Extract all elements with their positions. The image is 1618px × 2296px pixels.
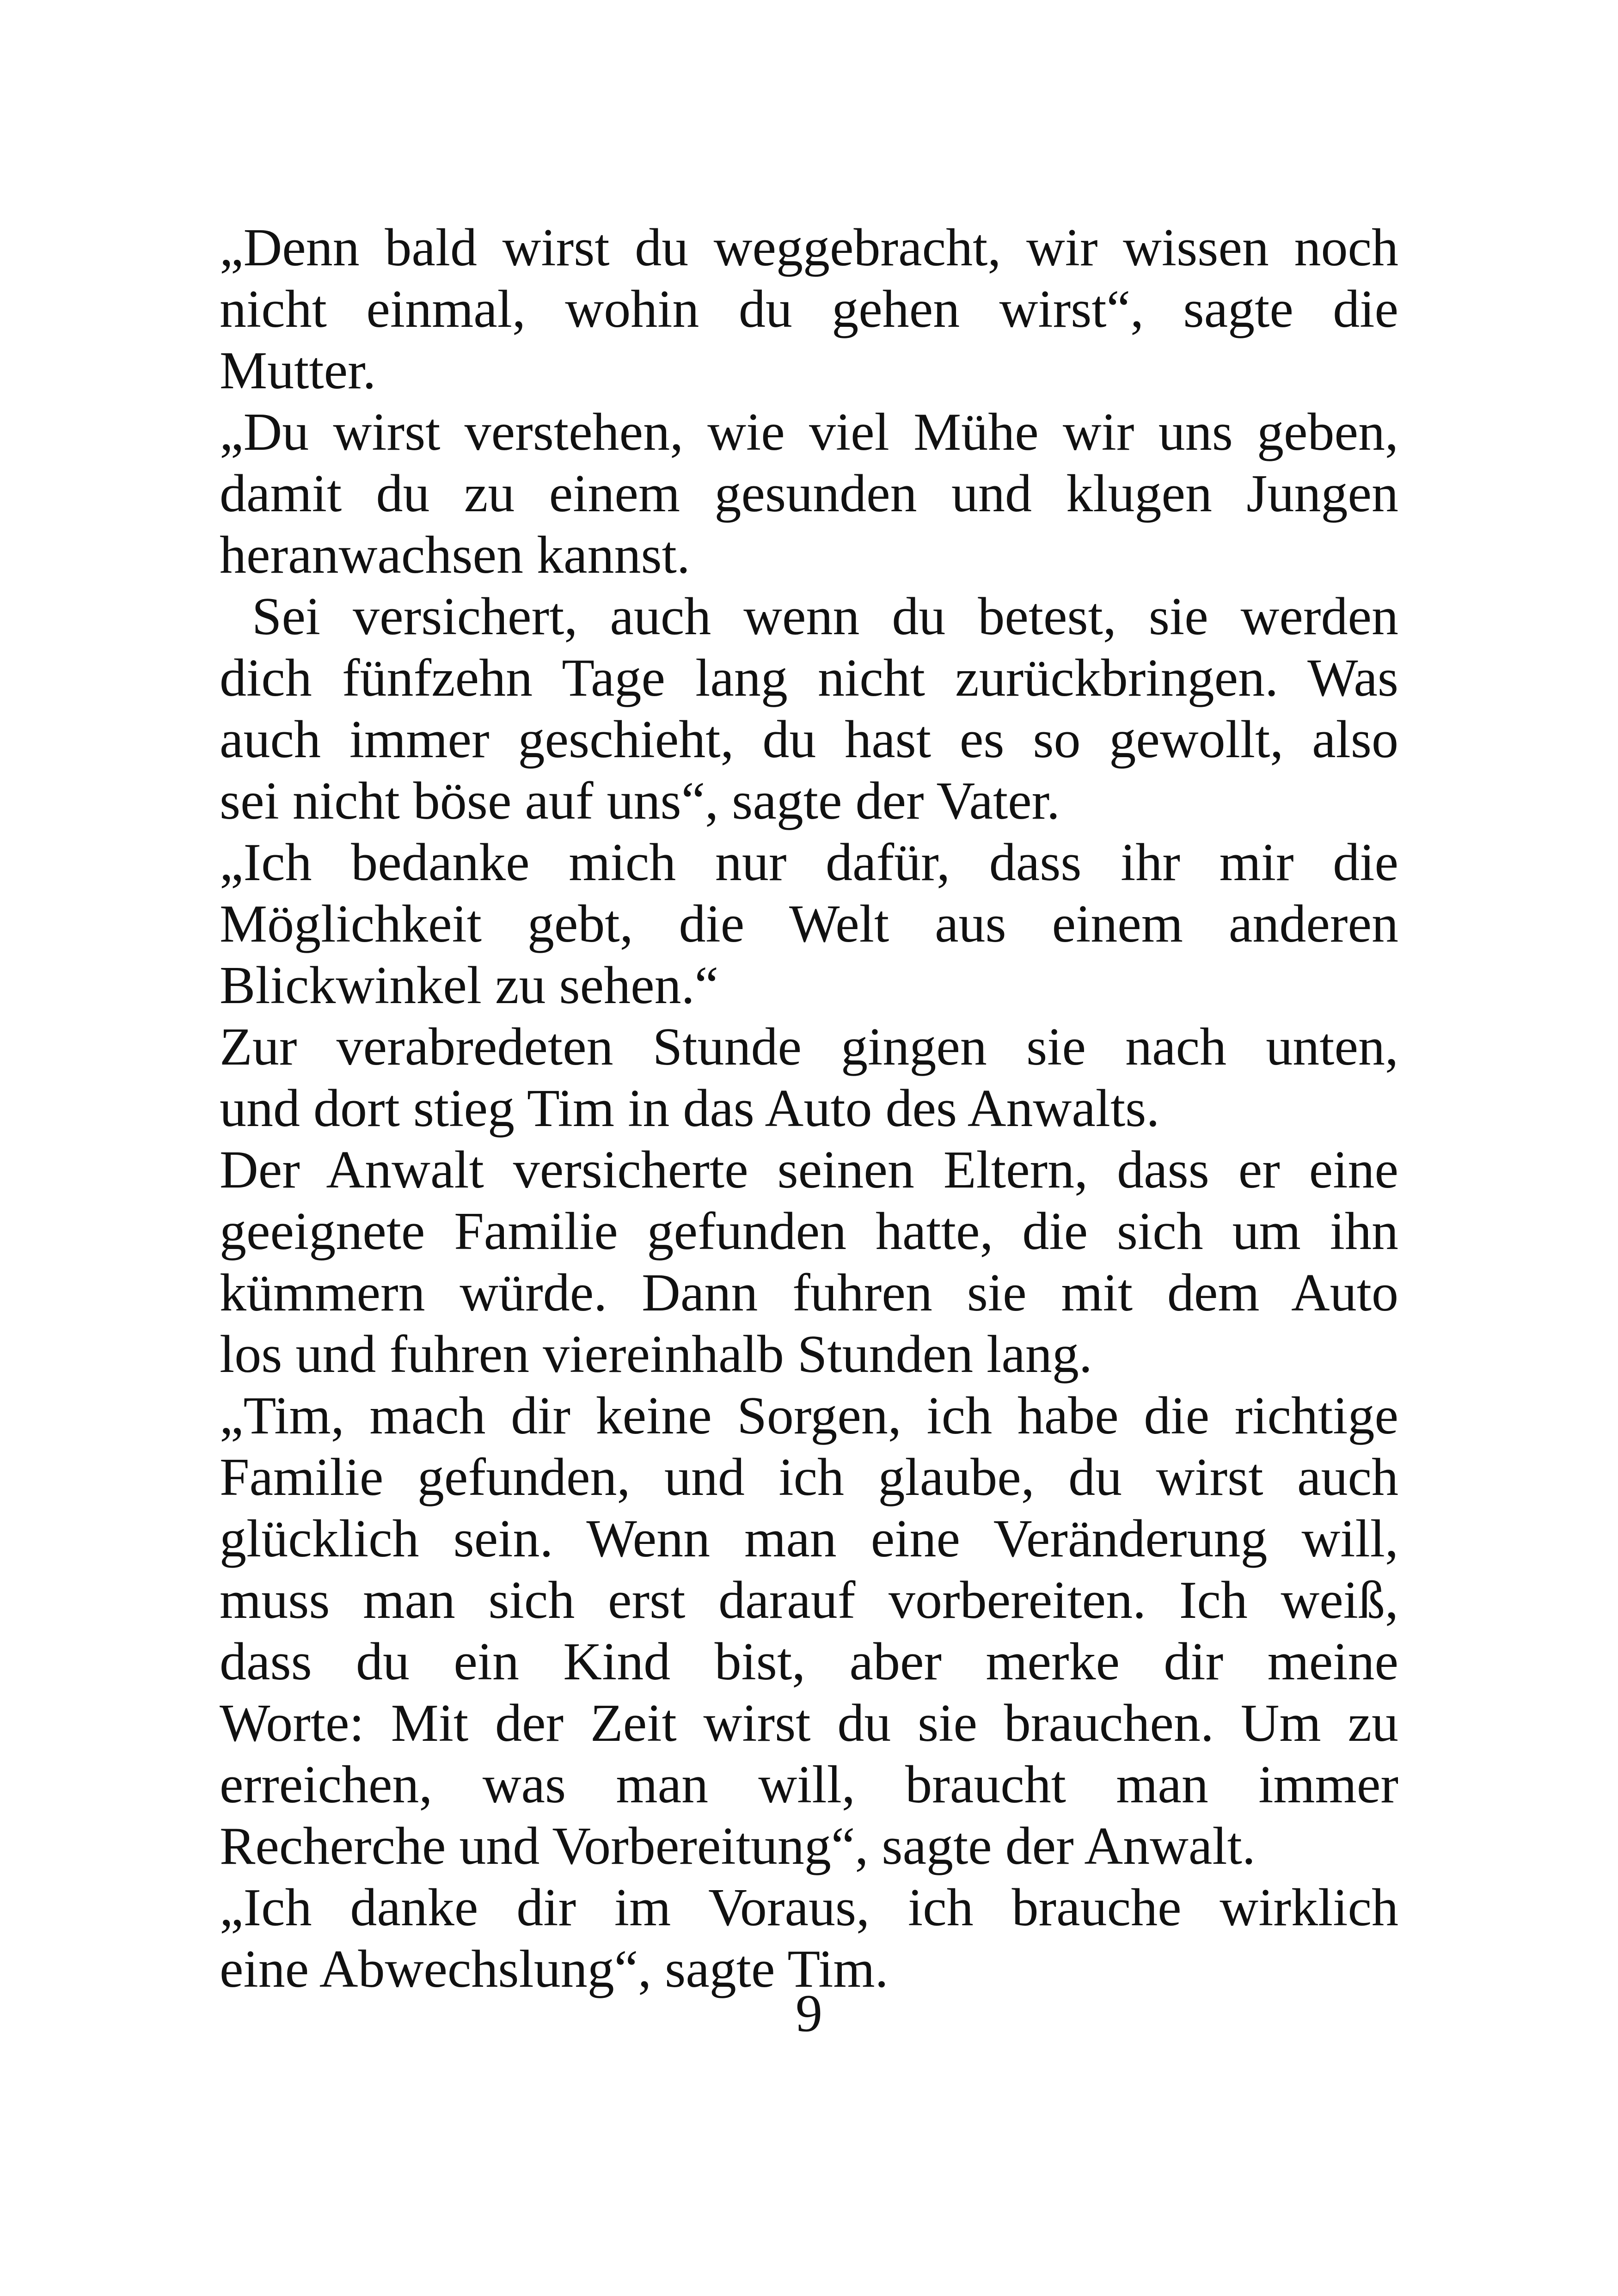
text-line: „Ich danke dir im Voraus, ich brauche wirklich <box>220 1878 1398 1937</box>
text-line: Recherche und Vorbereitung“, sagte der Anwalt. <box>220 1817 1256 1876</box>
text-line: glücklich sein. Wenn man eine Veränderung will, <box>220 1509 1398 1568</box>
text-line: Zur verabredeten Stunde gingen sie nach unten, <box>220 1017 1398 1077</box>
text-line: Der Anwalt versicherte seinen Eltern, dass er eine <box>220 1140 1398 1200</box>
text-line: Sei versichert, auch wenn du betest, sie werden <box>220 587 1398 646</box>
text-line: Mutter. <box>220 341 376 400</box>
text-line: dass du ein Kind bist, aber merke dir meine <box>220 1632 1398 1691</box>
body-text <box>220 217 1398 2000</box>
page-number: 9 <box>796 1984 822 2043</box>
text-line: geeignete Familie gefunden hatte, die sich um ihn <box>220 1202 1398 1261</box>
text-line: „Denn bald wirst du weggebracht, wir wissen noch <box>220 218 1398 277</box>
text-line: sei nicht böse auf uns“, sagte der Vater. <box>220 771 1060 831</box>
text-line: Familie gefunden, und ich glaube, du wirst auch <box>220 1448 1398 1507</box>
text-line: muss man sich erst darauf vorbereiten. Ich weiß, <box>220 1571 1398 1630</box>
text-line: Worte: Mit der Zeit wirst du sie brauchen. Um zu <box>220 1694 1398 1753</box>
text-line: „Tim, mach dir keine Sorgen, ich habe die richtige <box>220 1386 1398 1445</box>
text-line: kümmern würde. Dann fuhren sie mit dem Auto <box>220 1263 1398 1322</box>
text-line: Blickwinkel zu sehen.“ <box>220 956 719 1015</box>
text-line: „Ich bedanke mich nur dafür, dass ihr mir die <box>220 833 1398 892</box>
text-line: und dort stieg Tim in das Auto des Anwalts. <box>220 1079 1160 1138</box>
text-line: nicht einmal, wohin du gehen wirst“, sagte die <box>220 280 1398 339</box>
text-line: dich fünfzehn Tage lang nicht zurückbringen. Was <box>220 649 1398 708</box>
text-line: los und fuhren viereinhalb Stunden lang. <box>220 1325 1092 1384</box>
text-line: damit du zu einem gesunden und klugen Jungen <box>220 464 1398 523</box>
text-line: „Du wirst verstehen, wie viel Mühe wir uns geben, <box>220 403 1398 462</box>
text-line: heranwachsen kannst. <box>220 526 690 585</box>
text-line: erreichen, was man will, braucht man immer <box>220 1755 1398 1814</box>
text-line: auch immer geschieht, du hast es so gewollt, also <box>220 710 1398 769</box>
text-line: eine Abwechslung“, sagte Tim. <box>220 1940 889 1999</box>
text-line: Möglichkeit gebt, die Welt aus einem anderen <box>220 894 1398 954</box>
